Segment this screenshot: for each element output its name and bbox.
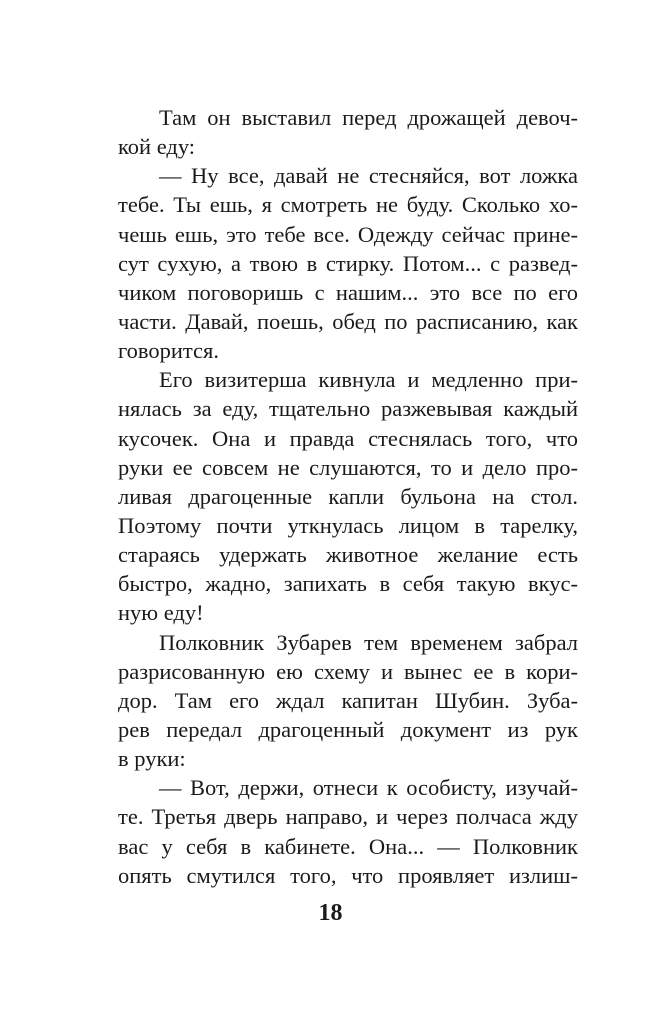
text-line: вас у себя в кабинете. Она... — Полковник (118, 833, 578, 859)
text-line: руки ее совсем не слушаются, то и дело про- (118, 454, 578, 480)
text-line: говорится. (118, 338, 219, 364)
text-line: кой еду: (118, 134, 196, 160)
text-line: Его визитерша кивнула и медленно при- (159, 367, 578, 393)
text-line: те. Третья дверь направо, и через полчаса жду (118, 804, 578, 830)
text-line: ливая драгоценные капли бульона на стол. (118, 483, 578, 509)
text-line: Там он выставил перед дрожащей девоч- (159, 105, 578, 130)
text-line: опять смутился того, что проявляет излиш- (118, 862, 578, 888)
body-text (118, 103, 578, 890)
text-line: быстро, жадно, запихать в себя такую вкус- (118, 571, 578, 597)
text-line: кусочек. Она и правда стеснялась того, что (118, 425, 578, 451)
text-line: дор. Там его ждал капитан Шубин. Зуба- (118, 687, 578, 713)
text-line: — Вот, держи, отнеси к особисту, изучай- (159, 775, 578, 801)
text-line: чешь ешь, это тебе все. Одежду сейчас прине- (118, 221, 578, 247)
text-line: части. Давай, поешь, обед по расписанию, как (118, 308, 578, 334)
text-line: Поэтому почти уткнулась лицом в тарелку, (118, 512, 578, 538)
text-line: — Ну все, давай не стесняйся, вот ложка (159, 163, 578, 189)
text-line: разрисованную ею схему и вынес ее в кори- (118, 658, 578, 684)
text-line: чиком поговоришь с нашим... это все по его (118, 279, 578, 305)
text-line: сут сухую, а твою в стирку. Потом... с развед- (118, 250, 578, 276)
text-line: в руки: (118, 746, 186, 772)
text-line: стараясь удержать животное желание есть (118, 542, 578, 568)
text-line: ную еду! (118, 600, 204, 626)
text-line: рев передал драгоценный документ из рук (118, 716, 578, 742)
text-line: нялась за еду, тщательно разжевывая каждый (118, 396, 578, 422)
text-line: Полковник Зубарев тем временем забрал (159, 629, 578, 655)
text-line: тебе. Ты ешь, я смотреть не буду. Сколько хо- (118, 192, 578, 218)
page-number: 18 (318, 900, 343, 926)
